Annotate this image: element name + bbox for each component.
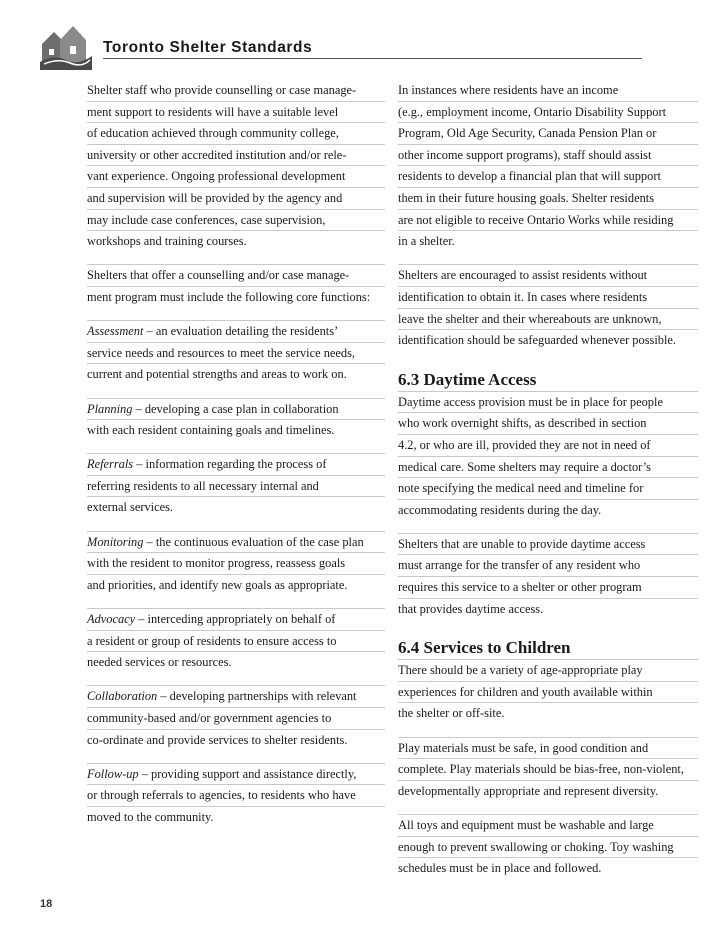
text-line: leave the shelter and their whereabouts are unknown, <box>398 309 698 331</box>
text-line: medical care. Some shelters may require a doctor’s <box>398 457 698 479</box>
paragraph <box>87 453 385 518</box>
text-line: community-based and/or government agencies to <box>87 708 385 730</box>
text-line: service needs and resources to meet the service needs, <box>87 343 385 365</box>
toronto-shelter-logo-icon <box>40 22 92 70</box>
paragraph <box>87 398 385 441</box>
text-line: the shelter or off-site. <box>398 706 505 721</box>
function-term: Referrals <box>87 457 134 472</box>
text-line: or through referrals to agencies, to residents who have <box>87 785 385 807</box>
text-line: other income support programs), staff should assist <box>398 145 698 167</box>
text-line: that provides daytime access. <box>398 601 544 616</box>
paragraph <box>87 80 385 252</box>
text-line: All toys and equipment must be washable and large <box>398 815 698 837</box>
text-line: Advocacy – interceding appropriately on behalf of <box>87 609 385 631</box>
function-term: Advocacy <box>87 612 136 627</box>
paragraph <box>398 80 698 252</box>
text-line: may include case conferences, case supervision, <box>87 210 385 232</box>
left-column <box>87 80 385 840</box>
text-line: Follow-up – providing support and assistance directly, <box>87 764 385 786</box>
paragraph <box>398 392 698 521</box>
page-number: 18 <box>40 898 53 910</box>
text-line: (e.g., employment income, Ontario Disability Support <box>398 102 698 124</box>
function-term: Assessment <box>87 324 144 339</box>
text-line: Collaboration – developing partnerships with relevant <box>87 686 385 708</box>
function-term: Planning <box>87 401 133 416</box>
section-heading: 6.4 Services to Children <box>398 637 698 660</box>
paragraph <box>87 320 385 385</box>
text-line: vant experience. Ongoing professional development <box>87 166 385 188</box>
text-line: Referrals – information regarding the process of <box>87 454 385 476</box>
text-line: Assessment – an evaluation detailing the residents’ <box>87 321 385 343</box>
text-line: must arrange for the transfer of any resident who <box>398 555 698 577</box>
paragraph <box>87 608 385 673</box>
text-line: requires this service to a shelter or other program <box>398 577 698 599</box>
text-line: with the resident to monitor progress, reassess goals <box>87 553 385 575</box>
text-line: and supervision will be provided by the agency and <box>87 188 385 210</box>
text-line: workshops and training courses. <box>87 234 247 249</box>
text-line: In instances where residents have an income <box>398 80 698 102</box>
text-line: complete. Play materials should be bias-free, non-violent, <box>398 759 698 781</box>
paragraph <box>398 264 698 350</box>
text-line: who work overnight shifts, as described in section <box>398 413 698 435</box>
text-line: Planning – developing a case plan in collaboration <box>87 399 385 421</box>
text-line: external services. <box>87 500 174 515</box>
text-line: Monitoring – the continuous evaluation of the case plan <box>87 532 385 554</box>
function-term: Follow-up <box>87 766 139 781</box>
text-line: them in their future housing goals. Shelter residents <box>398 188 698 210</box>
right-column <box>398 80 698 891</box>
paragraph <box>87 531 385 596</box>
text-line: There should be a variety of age-appropriate play <box>398 660 698 682</box>
text-line: current and potential strengths and areas to work on. <box>87 367 347 382</box>
text-line: Daytime access provision must be in place for people <box>398 392 698 414</box>
text-line: with each resident containing goals and timelines. <box>87 423 335 438</box>
paragraph <box>87 264 385 307</box>
text-line: enough to prevent swallowing or choking. Toy washing <box>398 837 698 859</box>
text-line: developmentally appropriate and represent diversity. <box>398 783 659 798</box>
text-line: ment program must include the following core functions: <box>87 289 371 304</box>
text-line: moved to the community. <box>87 809 214 824</box>
text-line: Program, Old Age Security, Canada Pension Plan or <box>398 123 698 145</box>
paragraph <box>398 737 698 802</box>
header-rule <box>103 58 642 59</box>
paragraph <box>398 660 698 724</box>
text-line: Shelters that are unable to provide daytime access <box>398 534 698 556</box>
text-line: co-ordinate and provide services to shelter residents. <box>87 732 348 747</box>
text-line: Shelters that offer a counselling and/or case manage- <box>87 265 385 287</box>
header-title: Toronto Shelter Standards <box>103 39 313 56</box>
paragraph <box>398 814 698 879</box>
text-line: 4.2, or who are ill, provided they are not in need of <box>398 435 698 457</box>
text-line: Play materials must be safe, in good condition and <box>398 738 698 760</box>
text-line: in a shelter. <box>398 234 455 249</box>
text-line: university or other accredited institution and/or rele- <box>87 145 385 167</box>
text-line: referring residents to all necessary internal and <box>87 476 385 498</box>
paragraph <box>398 533 698 619</box>
paragraph <box>87 763 385 828</box>
text-line: ment support to residents will have a suitable level <box>87 102 385 124</box>
paragraph <box>87 685 385 750</box>
text-line: residents to develop a financial plan that will support <box>398 166 698 188</box>
text-line: and priorities, and identify new goals as appropriate. <box>87 577 348 592</box>
text-line: identification should be safeguarded whenever possible. <box>398 333 677 348</box>
text-line: identification to obtain it. In cases where residents <box>398 287 698 309</box>
text-line: experiences for children and youth available within <box>398 682 698 704</box>
text-line: schedules must be in place and followed. <box>398 861 602 876</box>
function-term: Monitoring <box>87 534 144 549</box>
text-line: are not eligible to receive Ontario Works while residing <box>398 210 698 232</box>
section-heading: 6.3 Daytime Access <box>398 369 698 392</box>
text-line: Shelter staff who provide counselling or case manage- <box>87 80 385 102</box>
text-line: note specifying the medical need and timeline for <box>398 478 698 500</box>
text-line: accommodating residents during the day. <box>398 502 602 517</box>
text-line: a resident or group of residents to ensure access to <box>87 631 385 653</box>
text-line: Shelters are encouraged to assist residents without <box>398 265 698 287</box>
text-line: needed services or resources. <box>87 655 232 670</box>
text-line: of education achieved through community college, <box>87 123 385 145</box>
function-term: Collaboration <box>87 689 158 704</box>
